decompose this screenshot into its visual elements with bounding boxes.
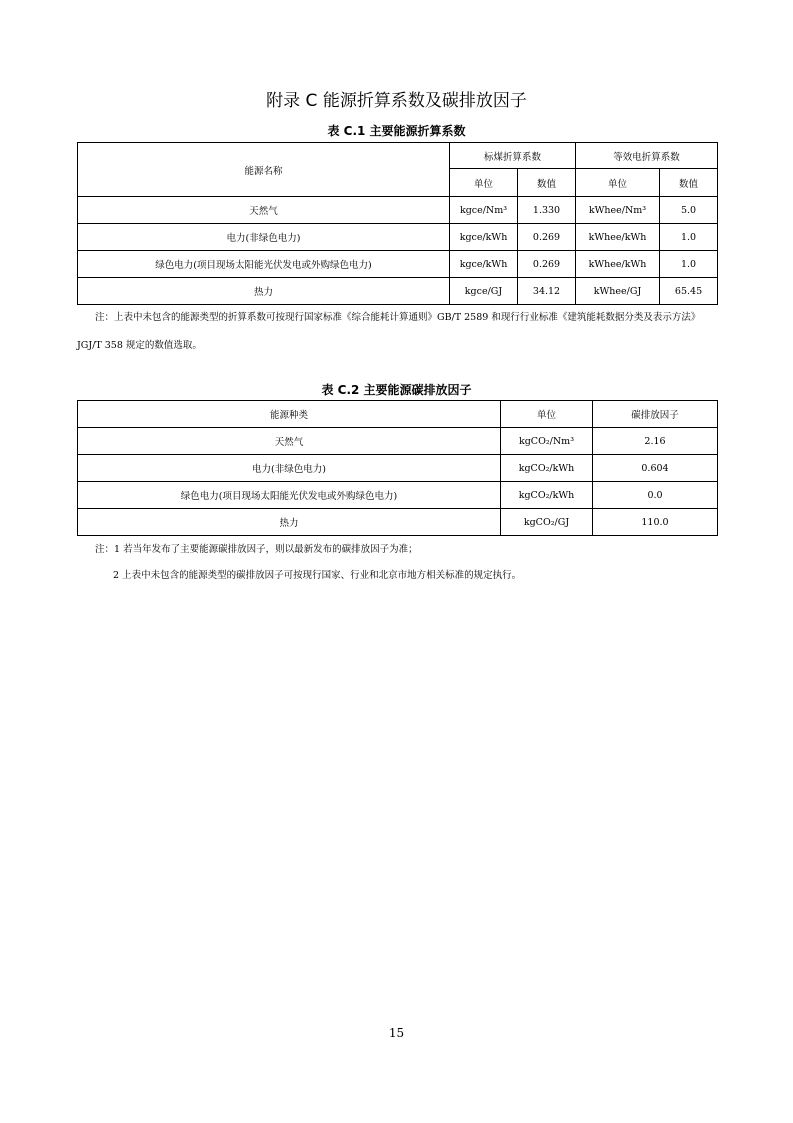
header-energy-type: 能源种类 <box>78 401 501 428</box>
header-coal-value: 数值 <box>518 169 576 197</box>
coal-unit-cell: kgce/GJ <box>450 278 518 305</box>
unit-cell: kgCO₂/kWh <box>501 482 593 509</box>
header-carbon-factor: 碳排放因子 <box>593 401 718 428</box>
energy-type-cell: 绿色电力(项目现场太阳能光伏发电或外购绿色电力) <box>78 482 501 509</box>
electric-value-cell: 65.45 <box>660 278 718 305</box>
table-row <box>78 482 718 509</box>
coal-value-cell: 34.12 <box>518 278 576 305</box>
coal-value-cell: 0.269 <box>518 224 576 251</box>
coal-value-cell: 1.330 <box>518 197 576 224</box>
table-row <box>78 251 718 278</box>
unit-cell: kgCO₂/Nm³ <box>501 428 593 455</box>
electric-unit-cell: kWhee/kWh <box>576 251 660 278</box>
header-electric-unit: 单位 <box>576 169 660 197</box>
carbon-factor-cell: 110.0 <box>593 509 718 536</box>
energy-type-cell: 天然气 <box>78 428 501 455</box>
table-row <box>78 278 718 305</box>
page-number: 15 <box>388 1026 405 1040</box>
table-c2-carbon-factors <box>77 400 718 536</box>
table-c2-note-2: 2 上表中未包含的能源类型的碳排放因子可按现行国家、行业和北京市地方相关标准的规定执行。 <box>113 570 522 581</box>
energy-type-cell: 电力(非绿色电力) <box>78 455 501 482</box>
header-electric-value: 数值 <box>660 169 718 197</box>
energy-name-cell: 天然气 <box>78 197 450 224</box>
table-row <box>78 455 718 482</box>
carbon-factor-cell: 0.604 <box>593 455 718 482</box>
coal-unit-cell: kgce/kWh <box>450 224 518 251</box>
electric-unit-cell: kWhee/GJ <box>576 278 660 305</box>
energy-name-cell: 热力 <box>78 278 450 305</box>
electric-unit-cell: kWhee/kWh <box>576 224 660 251</box>
header-energy-name: 能源名称 <box>78 143 450 197</box>
table-c2-caption: 表 C.2 主要能源碳排放因子 <box>321 383 472 397</box>
header-coal-unit: 单位 <box>450 169 518 197</box>
table-c1-energy-conversion <box>77 142 718 305</box>
header-electric-conversion: 等效电折算系数 <box>576 143 718 169</box>
table-row <box>78 428 718 455</box>
electric-value-cell: 1.0 <box>660 251 718 278</box>
header-unit: 单位 <box>501 401 593 428</box>
coal-unit-cell: kgce/Nm³ <box>450 197 518 224</box>
unit-cell: kgCO₂/kWh <box>501 455 593 482</box>
table-c1-caption: 表 C.1 主要能源折算系数 <box>327 124 466 138</box>
electric-value-cell: 5.0 <box>660 197 718 224</box>
coal-unit-cell: kgce/kWh <box>450 251 518 278</box>
page-title: 附录 C 能源折算系数及碳排放因子 <box>266 91 527 111</box>
electric-unit-cell: kWhee/Nm³ <box>576 197 660 224</box>
table-c1-note: 注：上表中未包含的能源类型的折算系数可按现行国家标准《综合能耗计算通则》GB/T 2589 和现行行业标准《建筑能耗数据分类及表示方法》 <box>95 312 701 323</box>
table-c2-note-1: 注：1 若当年发布了主要能源碳排放因子，则以最新发布的碳排放因子为准； <box>95 544 418 555</box>
table-row <box>78 224 718 251</box>
carbon-factor-cell: 2.16 <box>593 428 718 455</box>
electric-value-cell: 1.0 <box>660 224 718 251</box>
table-c1-note-continuation: JGJ/T 358 规定的数值选取。 <box>77 340 202 351</box>
energy-name-cell: 电力(非绿色电力) <box>78 224 450 251</box>
energy-name-cell: 绿色电力(项目现场太阳能光伏发电或外购绿色电力) <box>78 251 450 278</box>
header-coal-conversion: 标煤折算系数 <box>450 143 576 169</box>
table-row <box>78 197 718 224</box>
energy-type-cell: 热力 <box>78 509 501 536</box>
coal-value-cell: 0.269 <box>518 251 576 278</box>
carbon-factor-cell: 0.0 <box>593 482 718 509</box>
table-row <box>78 509 718 536</box>
unit-cell: kgCO₂/GJ <box>501 509 593 536</box>
